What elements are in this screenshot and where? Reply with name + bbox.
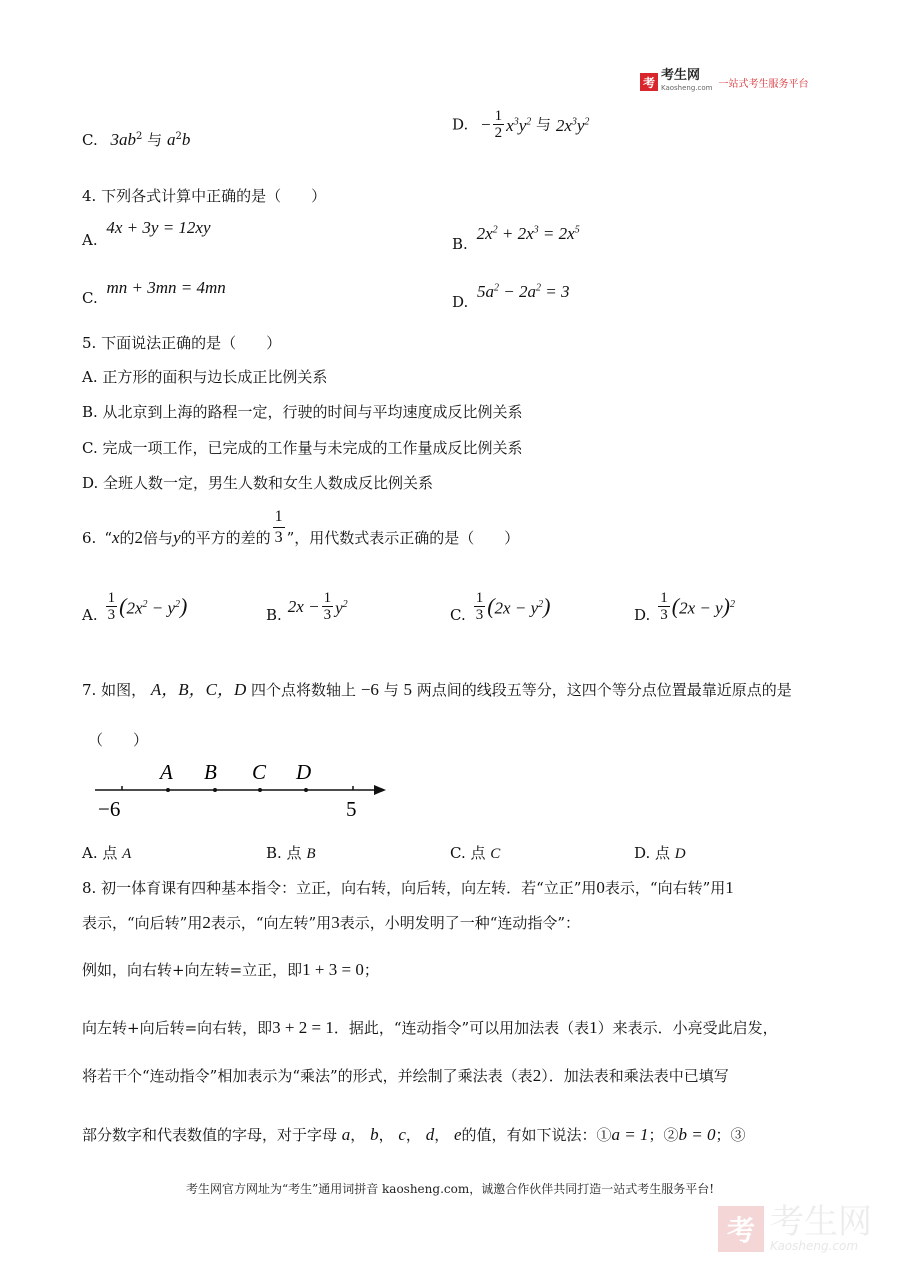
- q4-option-c: [82, 278, 226, 307]
- logo-url: Kaosheng.com: [661, 84, 713, 92]
- point-c-dot: [258, 788, 262, 792]
- q3-d-label: D.: [452, 115, 469, 134]
- q8-statement-1: a = 1: [611, 1125, 649, 1144]
- q7-stem-2: 四个点将数轴上: [251, 681, 357, 699]
- q3-option-c: C. $3ab^2$ 与 $a^2b$: [82, 130, 191, 149]
- q8-one: 1: [725, 878, 734, 897]
- q7-b-var: B: [306, 846, 316, 862]
- q6-frac-num: 1: [273, 507, 285, 528]
- q8-line3-text2: ；: [363, 961, 379, 979]
- q8-statement-2: b = 0: [678, 1125, 716, 1144]
- q5-option-b: B. 从北京到上海的路程一定，行驶的时间与平均速度成反比例关系: [82, 403, 523, 421]
- q4-d-expr-1: 5a: [477, 281, 495, 301]
- q7-a-text: A. 点: [82, 844, 123, 862]
- q4-b-expr-3: = 2x: [538, 223, 575, 243]
- point-a-dot: [166, 788, 170, 792]
- q4-option-a: [82, 218, 211, 249]
- q5-option-c: C. 完成一项工作，已完成的工作量与未完成的工作量成反比例关系: [82, 439, 523, 457]
- q8-zero: 0: [596, 878, 605, 897]
- q8-line3-text1: 例如，向右转+向左转=立正，即: [82, 961, 303, 979]
- q4-option-b: B. $2x^2 + 2x^3 = 2x^5$: [452, 223, 580, 253]
- q8-line2-text3: 表示，小明发明了一种“连动指令”：: [339, 914, 581, 932]
- q8-table2-num: 2: [532, 1066, 542, 1085]
- q3-d-den: 2: [494, 125, 503, 141]
- q7-stem-1: 7. 如图，: [82, 681, 147, 699]
- watermark-logo: [718, 1202, 872, 1253]
- q3-c-mid: 与: [147, 131, 163, 149]
- q8-line-2: [82, 913, 580, 933]
- q6-frac-den: 3: [274, 529, 283, 546]
- page-footer: 考生网官方网址为“考生”通用词拼音 kaosheng.com，诚邀合作伙伴共同打造一站式考生服务平台!: [185, 1182, 715, 1196]
- q8-line6-text2: 的值，有如下说法：①: [461, 1126, 612, 1144]
- q4-d-expr-3: = 3: [541, 281, 570, 301]
- q8-letter-d: d: [425, 1125, 435, 1144]
- q3-c-expr-b: a: [166, 130, 176, 149]
- q8-letter-a: a: [341, 1125, 351, 1144]
- q3-c-label: C.: [82, 131, 98, 149]
- q6-num: 6.: [82, 529, 97, 547]
- number-line-figure: [90, 755, 390, 825]
- q6-stem-3: 倍与: [143, 529, 174, 547]
- q8-letter-c: c: [398, 1125, 406, 1144]
- q7-five: 5: [403, 680, 413, 699]
- logo-name-text: 考生网: [661, 68, 701, 83]
- q5-stem: 5. 下面说法正确的是（ ）: [82, 334, 282, 352]
- q7-c-var: C: [490, 846, 501, 862]
- point-c-label: C: [252, 760, 267, 784]
- q7-option-c: [450, 843, 500, 864]
- q8-line6-text3: ；②: [648, 1126, 679, 1144]
- q6-option-b: B. 2x − $\frac{1}{3}$ $y^2$: [266, 590, 348, 624]
- q6-b-label: B.: [266, 605, 282, 624]
- q8-line4-eq: 3 + 2 = 1: [272, 1018, 334, 1037]
- q6-two: 2: [134, 528, 144, 547]
- watermark-name: [770, 1202, 872, 1253]
- q8-line4-text1: 向左转+向后转=向右转，即: [82, 1019, 273, 1037]
- q8-two: 2: [202, 913, 211, 932]
- q8-line-4: [82, 1018, 778, 1038]
- q8-line-5: [82, 1066, 729, 1086]
- axis-right-label: 5: [346, 797, 357, 821]
- q6-option-c: C. $\frac{1}{3}$ $(2x - y^2)$: [450, 590, 551, 624]
- q8-table1-num: 1: [589, 1018, 598, 1037]
- q7-paren: （ ）: [88, 731, 149, 749]
- q8-line3-eq: 1 + 3 = 0: [302, 960, 364, 979]
- watermark-icon: 考: [718, 1206, 764, 1252]
- q4-b-label: B.: [452, 234, 468, 253]
- q4-stem: 4. 下列各式计算中正确的是（ ）: [82, 187, 327, 205]
- q7-b-text: B. 点: [266, 844, 307, 862]
- q5-option-a: A. 正方形的面积与边长成正比例关系: [82, 368, 328, 386]
- q8-line4-text3: ）来表示．小亮受此启发，: [597, 1019, 778, 1037]
- q8-line6-text4: ；③: [715, 1126, 746, 1144]
- q3-c-expr-b2: b: [181, 130, 191, 149]
- q7-option-b: [266, 843, 316, 864]
- q7-a-var: A: [122, 846, 132, 862]
- q7-c-text: C. 点: [450, 844, 491, 862]
- q8-letter-b: b: [370, 1125, 379, 1144]
- q8-line-1: [82, 878, 734, 898]
- q7-d-text: D. 点: [634, 844, 675, 862]
- q6-stem-1: “: [104, 529, 112, 547]
- q8-line1-text1: 8. 初一体育课有四种基本指令：立正，向右转，向后转，向左转．若“立正”用: [82, 879, 597, 897]
- header-logo: [640, 70, 809, 94]
- q8-line-3: [82, 960, 379, 980]
- q7-points: A，B，C，D: [150, 680, 247, 699]
- q4-a-label: A.: [82, 231, 98, 249]
- watermark-name-text: 考生网: [770, 1202, 872, 1242]
- logo-slogan: 一站式考生服务平台: [718, 78, 809, 90]
- q6-stem-4: 的平方的差的: [180, 529, 271, 547]
- q6-c-label: C.: [450, 605, 466, 624]
- q3-option-d: D. − $\frac{1}{2}$ $x^3y^2$ 与 $2x^3y^2$: [452, 108, 590, 141]
- q6-stem: [82, 507, 519, 548]
- q7-d-var: D: [674, 846, 686, 862]
- point-a-label: A: [160, 760, 173, 784]
- q3-d-mid: 与: [536, 115, 552, 134]
- q8-three: 3: [331, 913, 340, 932]
- point-b-label: B: [204, 760, 217, 784]
- q4-d-expr-2: − 2a: [499, 281, 537, 301]
- q7-option-d: [634, 843, 686, 864]
- q8-line6-text1: 部分数字和代表数值的字母，对于字母: [82, 1126, 338, 1144]
- q6-stem-5: ”，用代数式表示正确的是（ ）: [286, 529, 520, 547]
- logo-name: [661, 70, 713, 94]
- q3-d-expr-b: 2x: [555, 116, 572, 136]
- q7-stem: [82, 680, 792, 700]
- q6-option-a: A. $\frac{1}{3}$ $(2x^2 - y^2)$: [82, 590, 188, 624]
- q7-neg6: −6: [360, 680, 379, 699]
- q8-line-6: 部分数字和代表数值的字母，对于字母 a， b， c， d， e的值，有如下说法：①a = 1；②b = 0；③: [82, 1125, 746, 1144]
- point-b-dot: [213, 788, 217, 792]
- q7-stem-3: 与: [383, 681, 399, 699]
- q4-option-d: D. $5a^2 - 2a^2 = 3$: [452, 281, 570, 311]
- q7-option-a: [82, 843, 131, 864]
- q4-c-label: C.: [82, 289, 98, 307]
- q6-y: y: [173, 528, 181, 547]
- q4-c-expr: mn + 3mn = 4mn: [106, 278, 226, 297]
- q6-d-label: D.: [634, 605, 651, 624]
- q4-d-label: D.: [452, 292, 469, 311]
- q4-a-expr: 4x + 3y = 12xy: [106, 218, 211, 237]
- q6-a-label: A.: [82, 605, 98, 624]
- q3-d-num: 1: [494, 108, 503, 124]
- q6-stem-2: 的: [119, 529, 135, 547]
- q8-letter-e: e: [453, 1125, 462, 1144]
- point-d-dot: [304, 788, 308, 792]
- q4-b-expr-2: + 2x: [497, 223, 534, 243]
- q4-b-expr-1: 2x: [476, 223, 493, 243]
- q8-line5-text2: ）．加法表和乘法表中已填写: [541, 1067, 729, 1085]
- q6-option-d: D. $\frac{1}{3}$ $(2x - y)^2$: [634, 590, 735, 624]
- q8-line2-text2: 表示，“向左转”用: [210, 914, 332, 932]
- q8-line2-text1: 表示，“向后转”用: [82, 914, 203, 932]
- q3-c-expr-a: 3ab: [110, 130, 136, 149]
- watermark-url: Kaosheng.com: [770, 1239, 859, 1253]
- axis-left-label: −6: [98, 797, 121, 821]
- point-d-label: D: [296, 760, 312, 784]
- number-line-arrow: [374, 785, 386, 795]
- q8-line4-text2: ．据此，“连动指令”可以用加法表（表: [333, 1019, 590, 1037]
- q8-line1-text2: 表示，“向右转”用: [604, 879, 726, 897]
- q7-stem-4: 两点间的线段五等分，这四个等分点位置最靠近原点的是: [416, 681, 792, 699]
- q8-line5-text1: 将若干个“连动指令”相加表示为“乘法”的形式，并绘制了乘法表（表: [82, 1067, 533, 1085]
- q5-option-d: D. 全班人数一定，男生人数和女生人数成反比例关系: [82, 474, 434, 492]
- logo-icon: 考: [640, 73, 658, 91]
- q6-x: x: [111, 528, 120, 547]
